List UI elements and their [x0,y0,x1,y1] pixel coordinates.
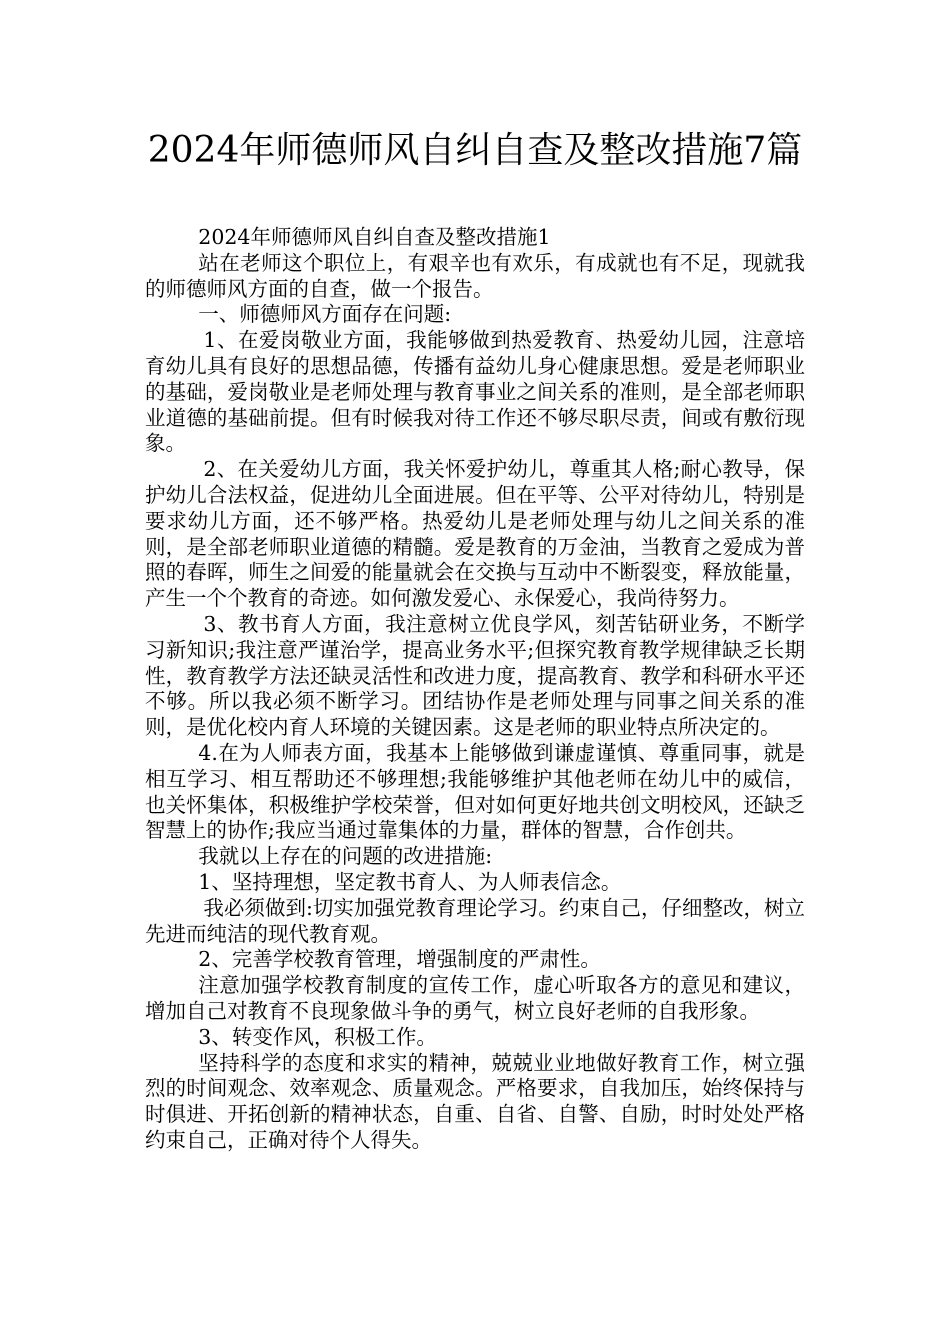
measure-3-body: 坚持科学的态度和求实的精神，兢兢业业地做好教育工作，树立强烈的时间观念、效率观念、质量观念。严格要求，自我加压，始终保持与时俱进、开拓创新的精神状态，自重、自省、自警、自励，时时处处严格约束自己，正确对待个人得失。 [145,1050,805,1152]
document-body [145,225,805,1154]
measure-3-heading: 3、转变作风，积极工作。 [198,1024,437,1049]
paragraph-item-4: 4.在为人师表方面，我基本上能够做到谦虚谨慎、尊重同事，就是相互学习、相互帮助还不够理想;我能够维护其他老师在幼儿中的威信，也关怀集体，积极维护学校荣誉，但对如何更好地共创文明校风，还缺乏智慧上的协作;我应当通过靠集体的力量，群体的智慧，合作创共。 [145,740,805,843]
measure-1-heading: 1、坚持理想，坚定教书育人、为人师表信念。 [198,869,622,894]
paragraph-item-2: 2、在关爱幼儿方面，我关怀爱护幼儿，尊重其人格;耐心教导，保护幼儿合法权益，促进幼儿全面进展。但在平等、公平对待幼儿，特别是要求幼儿方面，还不够严格。热爱幼儿是老师处理与幼儿之间关系的准则，是全部老师职业道德的精髓。爱是教育的万金油，当教育之爱成为普照的春晖，师生之间爱的能量就会在交换与互动中不断裂变，释放能量，产生一个个教育的奇迹。如何激发爱心、永保爱心，我尚待努力。 [145,457,805,611]
measure-2-heading: 2、完善学校教育管理，增强制度的严肃性。 [198,947,601,972]
measures-heading: 我就以上存在的问题的改进措施: [198,844,493,869]
document-title: 2024年师德师风自纠自查及整改措施7篇 [147,130,803,171]
measure-2-body: 注意加强学校教育制度的宣传工作，虚心听取各方的意见和建议，增加自己对教育不良现象做斗争的勇气，树立良好老师的自我形象。 [145,973,805,1023]
problems-heading: 一、师德师风方面存在问题: [198,302,452,327]
paragraph-item-3: 3、教书育人方面，我注意树立优良学风，刻苦钻研业务，不断学习新知识;我注意严谨治学，提高业务水平;但探究教育教学规律缺乏长期性，教育教学方法还缺灵活性和改进力度，提高教育、教学和科研水平还不够。所以我必须不断学习。团结协作是老师处理与同事之间关系的准则，是优化校内育人环境的关键因素。这是老师的职业特点所决定的。 [145,611,805,740]
measure-1-body: 我必须做到:切实加强党教育理论学习。约束自己，仔细整改，树立先进而纯洁的现代教育观。 [145,895,805,946]
section-heading: 2024年师德师风自纠自查及整改措施1 [198,225,551,249]
paragraph-intro: 站在老师这个职位上，有艰辛也有欢乐，有成就也有不足，现就我的师德师风方面的自查，做一个报告。 [145,250,805,301]
paragraph-item-1: 1、在爱岗敬业方面，我能够做到热爱教育、热爱幼儿园，注意培育幼儿具有良好的思想品德，传播有益幼儿身心健康思想。爱是老师职业的基础，爱岗敬业是老师处理与教育事业之间关系的准则，是全部老师职业道德的基础前提。但有时候我对待工作还不够尽职尽责，间或有敷衍现象。 [145,328,805,456]
